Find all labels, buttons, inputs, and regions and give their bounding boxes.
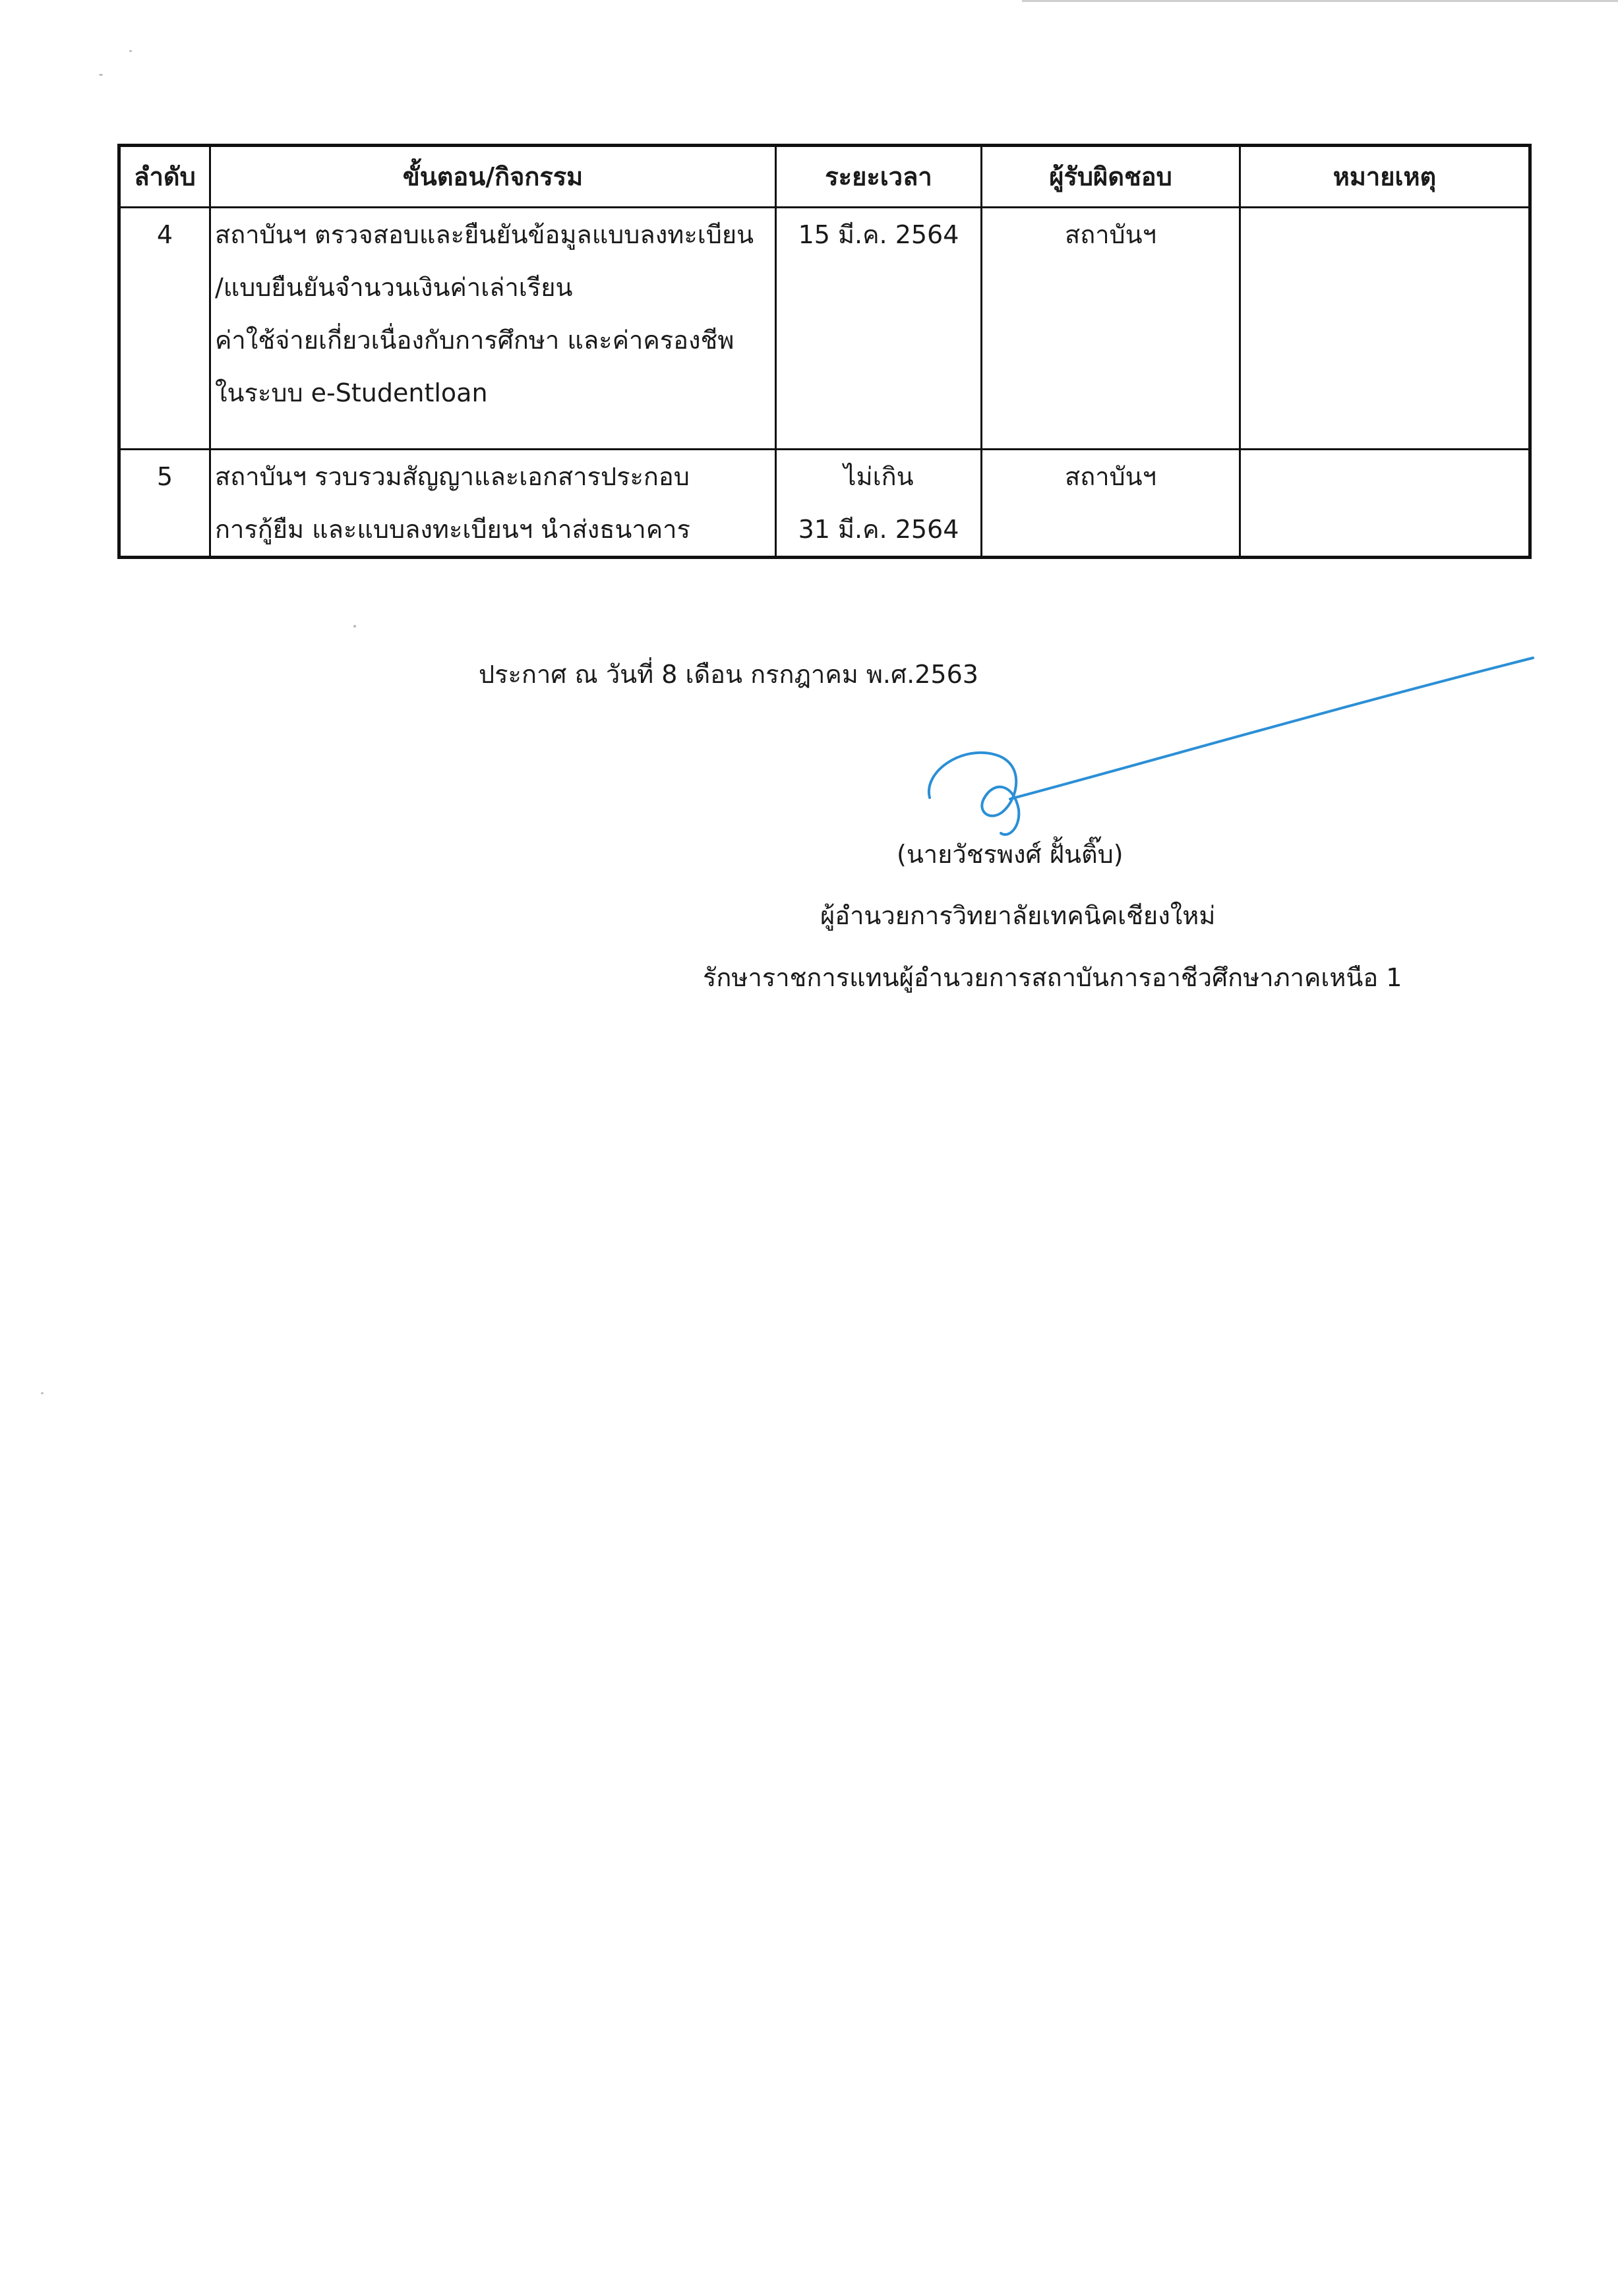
scan-speck <box>99 74 103 76</box>
step-cell <box>210 450 776 558</box>
table-row <box>119 450 1530 558</box>
handwritten-signature <box>910 646 1543 857</box>
row-number: 4 <box>119 208 210 450</box>
owner-cell: สถาบันฯ <box>982 450 1240 558</box>
signer-title: ผู้อำนวยการวิทยาลัยเทคนิคเชียงใหม่ <box>820 901 1216 930</box>
step-line: /แบบยืนยันจำนวนเงินค่าเล่าเรียน <box>215 273 573 302</box>
time-line: 15 มี.ค. 2564 <box>798 220 959 249</box>
time-line: 31 มี.ค. 2564 <box>798 515 959 544</box>
time-cell <box>776 208 982 450</box>
header-time: ระยะเวลา <box>776 146 982 208</box>
note-cell <box>1240 208 1530 450</box>
step-line: ในระบบ e-Studentloan <box>215 378 488 407</box>
scan-speck <box>353 625 356 628</box>
note-cell <box>1240 450 1530 558</box>
page-edge-line <box>1022 0 1618 2</box>
owner-cell: สถาบันฯ <box>982 208 1240 450</box>
step-line: ค่าใช้จ่ายเกี่ยวเนื่องกับการศึกษา และค่าครองชีพ <box>215 326 734 355</box>
announcement-date: ประกาศ ณ วันที่ 8 เดือน กรกฎาคม พ.ศ.2563 <box>479 660 978 689</box>
schedule-table <box>117 144 1532 559</box>
time-cell <box>776 450 982 558</box>
time-line: ไม่เกิน <box>843 462 914 491</box>
header-step: ขั้นตอน/กิจกรรม <box>210 146 776 208</box>
scan-speck <box>129 50 132 52</box>
row-number: 5 <box>119 450 210 558</box>
table-header-row <box>119 146 1530 208</box>
step-line: สถาบันฯ รวบรวมสัญญาและเอกสารประกอบ <box>215 462 690 491</box>
step-cell <box>210 208 776 450</box>
scan-speck <box>41 1392 44 1394</box>
step-line: สถาบันฯ ตรวจสอบและยืนยันข้อมูลแบบลงทะเบียน <box>215 220 754 249</box>
header-no: ลำดับ <box>119 146 210 208</box>
table-row <box>119 208 1530 450</box>
header-owner: ผู้รับผิดชอบ <box>982 146 1240 208</box>
signer-acting-title: รักษาราชการแทนผู้อำนวยการสถาบันการอาชีวศึกษาภาคเหนือ 1 <box>703 963 1402 992</box>
signer-name: (นายวัชรพงศ์ ฝั้นติ๊บ) <box>897 840 1124 869</box>
step-line: การกู้ยืม และแบบลงทะเบียนฯ นำส่งธนาคาร <box>215 515 690 544</box>
header-note: หมายเหตุ <box>1240 146 1530 208</box>
